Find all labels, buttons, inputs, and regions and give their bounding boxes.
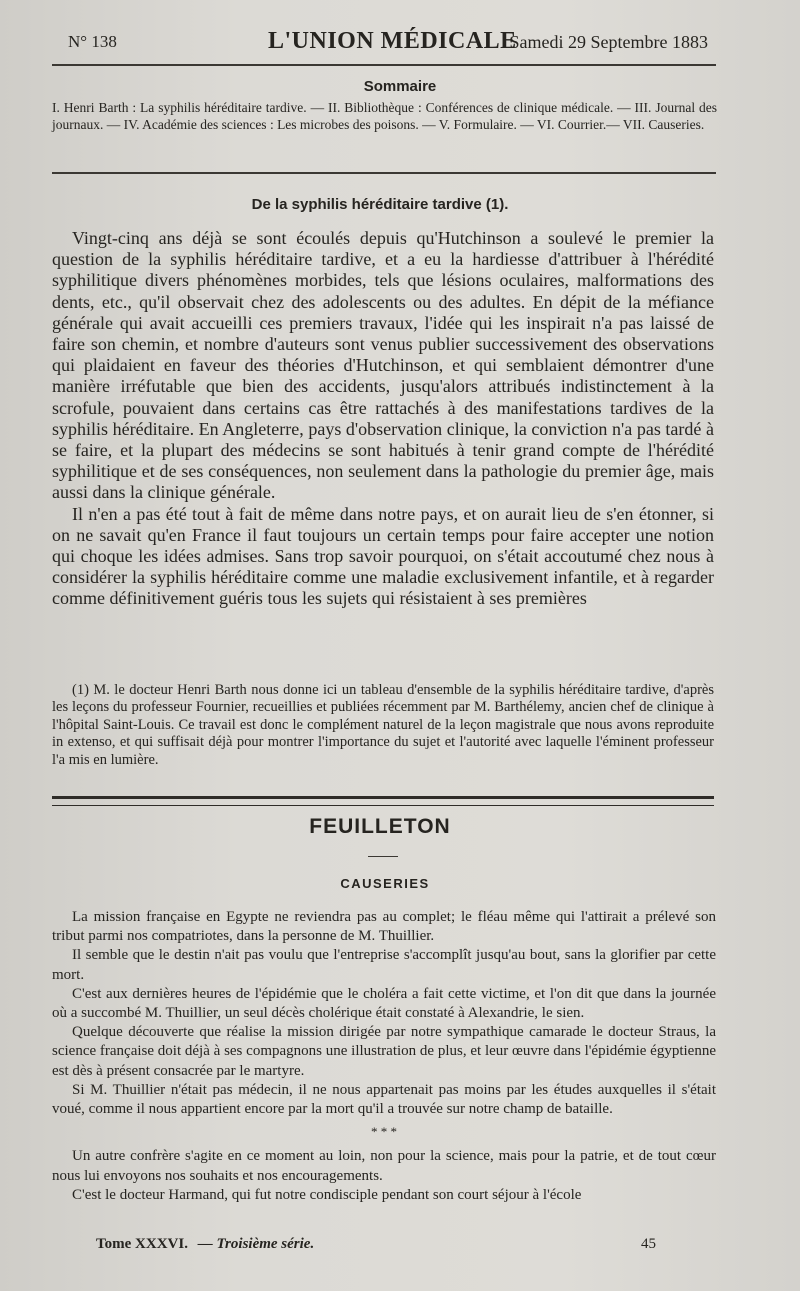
article-footnote (52, 682, 714, 769)
feuilleton-body (52, 908, 716, 1205)
volume-label: Tome XXXVI. (96, 1236, 188, 1252)
feuilleton-paragraph: Un autre confrère s'agite en ce moment au loin, non pour la science, mais pour la patrie, et de tout cœur nous lui envoyons nos souhaits et nos encouragements. (52, 1148, 716, 1184)
sommaire-heading: Sommaire (363, 78, 437, 95)
issue-date: Samedi 29 Septembre 1883 (509, 32, 708, 52)
masthead (58, 28, 708, 58)
article-paragraph: Vingt-cinq ans déjà se sont écoulés depuis qu'Hutchinson a soulevé le premier la question de la syphilis héréditaire tardive, et a eu la hardiesse d'attribuer à l'hérédité syphilitique divers phénomènes morbides, tels que lésions oculaires, malformations des dents, etc., qu'il observait chez des adolescents ou des adultes. En dépit de la méfiance générale qui avait accueilli ces premiers travaux, l'idée qui les inspirait n'a pas laissé de faire son chemin, et nombre d'auteurs sont venus publier successivement des observations qui plaidaient en faveur des théories d'Hutchinson, et qui semblaient démontrer d'une manière irréfutable que bien des accidents, jusqu'alors attribués indistinctement à la scrofule, pouvaient dans certains cas être rattachés à des manifestations tardives de la syphilis héréditaire. En Angleterre, pays d'observation clinique, la conviction n'a pas tardé à se faire, et la plupart des médecins se sont habitués à tenir grand compte de l'hérédité syphilitique et de ses conséquences, non seulement dans la pathologie du premier âge, mais aussi dans la clinique générale. (52, 228, 714, 503)
sommaire-text: I. Henri Barth : La syphilis héréditaire tardive. — II. Bibliothèque : Conférences de clinique médicale. — III. Journal des journaux. — IV. Académie des sciences : Les microbes des poisons. — V. Formulaire. — VI. Courrier.— VII. Causeries. (52, 100, 717, 132)
feuilleton-paragraph: Si M. Thuillier n'était pas médecin, il ne nous appartenait pas moins par les études auxquelles il s'était voué, comme il nous appartient encore par la mort qu'il a trouvée sur notre champ de bataille. (52, 1081, 716, 1118)
feuilleton-separator (52, 796, 714, 806)
sommaire-rule (52, 172, 716, 174)
issue-number: N° 138 (68, 32, 117, 51)
feuilleton-paragraph: La mission française en Egypte ne reviendra pas au complet; le fléau même qui l'attirait a prélevé son tribut parmi nos compatriotes, dans la personne de M. Thuillier. (52, 909, 716, 945)
article-paragraph: Il n'en a pas été tout à fait de même dans notre pays, et on aurait lieu de s'en étonner, si on ne savait qu'en France il faut toujours un certain temps pour faire accepter une notion qui choque les idées admises. Sans trop savoir pourquoi, on s'était accoutumé chez nous à considérer la syphilis héréditaire comme une maladie exclusivement infantile, et à regarder comme définitivement guéris tous les sujets qui résistaient à ses premières (52, 503, 714, 609)
feuilleton-dash (368, 856, 398, 857)
article-heading: De la syphilis héréditaire tardive (1). (251, 196, 509, 213)
causeries-heading: CAUSERIES (340, 876, 430, 891)
feuilleton-paragraph: C'est aux dernières heures de l'épidémie que le choléra a fait cette victime, et l'on dit que dans la journée où a succombé M. Thuillier, un seul décès cholérique était constaté à Alexandrie, le sien. (52, 985, 716, 1022)
masthead-rule (52, 64, 716, 66)
page-footer (96, 1236, 656, 1253)
article-body (52, 228, 714, 610)
page-number: 45 (641, 1236, 656, 1252)
feuilleton-paragraph: C'est le docteur Harmand, qui fut notre condisciple pendant son court séjour à l'école (72, 1186, 582, 1203)
footnote-text: (1) M. le docteur Henri Barth nous donne ici un tableau d'ensemble de la syphilis héréditaire tardive, d'après les leçons du professeur Fournier, recueillies et publiées récemment par M. Barthélemy, ancien chef de clinique à l'hôpital Saint-Louis. Ce travail est donc le complément naturel de la leçon magistrale que nous avons reproduite in extenso, et qui suffisait déjà pour montrer l'importance du sujet et l'autorité avec laquelle l'éminent professeur l'a mis en lumière. (52, 682, 714, 768)
feuilleton-paragraph: Quelque découverte que réalise la mission dirigée par notre sympathique camarade le docteur Straus, la science française doit déjà à ses compagnons une illustration de plus, et leur œuvre dans l'épidémie égyptienne est dès à présent consacrée par le martyre. (52, 1024, 716, 1079)
feuilleton-heading: FEUILLETON (309, 815, 451, 838)
journal-title: L'UNION MÉDICALE (268, 28, 517, 54)
series-label: — Troisième série. (197, 1236, 315, 1252)
section-stars: * * * (371, 1124, 397, 1140)
feuilleton-paragraph: Il semble que le destin n'ait pas voulu que l'entreprise s'accomplît jusqu'au bout, sans la glorifier par cette mort. (52, 947, 716, 983)
